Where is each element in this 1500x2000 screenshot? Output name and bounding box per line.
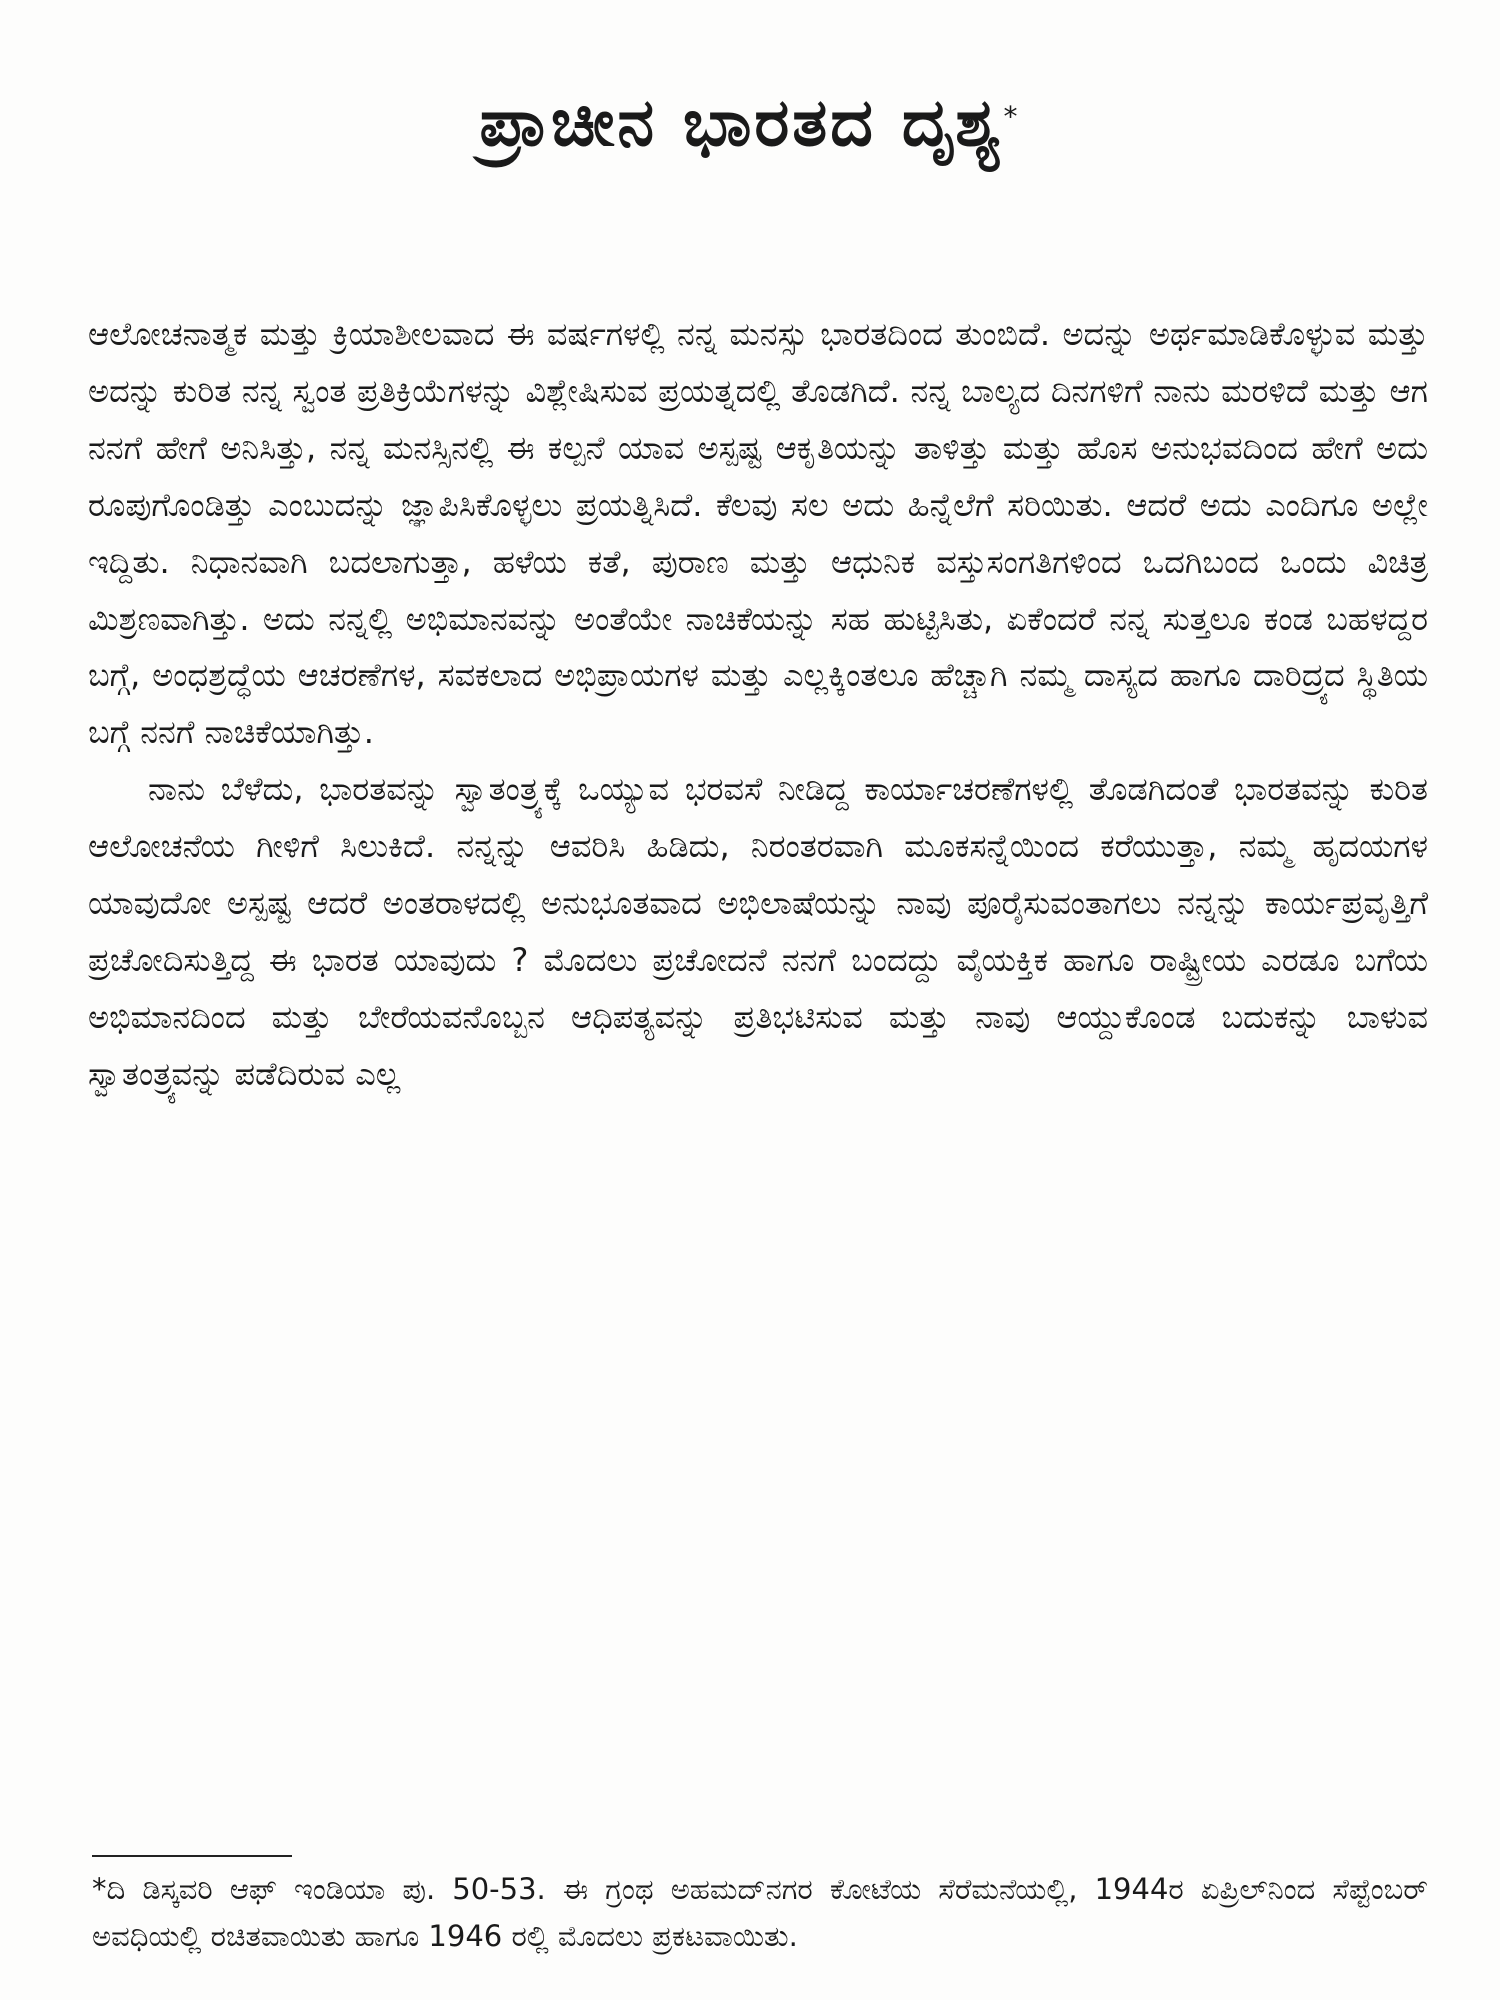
body-text bbox=[88, 306, 1428, 1103]
title-text: ಪ್ರಾಚೀನ ಭಾರತದ ದೃಶ್ಯ bbox=[479, 84, 1004, 161]
page-title bbox=[0, 78, 1500, 168]
footnote-marker: * bbox=[1003, 100, 1021, 133]
footnote: *ದಿ ಡಿಸ್ಕವರಿ ಆಫ್ ಇಂಡಿಯಾ ಪು. 50-53. ಈ ಗ್ರಂಥ ಅಹಮದ್‌ನಗರ ಕೋಟೆಯ ಸೆರೆಮನೆಯಲ್ಲಿ, 1944ರ ಏಪ್ರಿಲ್‌ನಿಂದ ಸೆಪ್ಟೆಂಬರ್ ಅವಧಿಯಲ್ಲಿ ರಚಿತವಾಯಿತು ಹಾಗೂ 1946 ರಲ್ಲಿ ಮೊದಲು ಪ್ರಕಟವಾಯಿತು. bbox=[92, 1872, 1428, 1953]
footnote-divider bbox=[92, 1855, 292, 1857]
paragraph-2: ನಾನು ಬೆಳೆದು, ಭಾರತವನ್ನು ಸ್ವಾತಂತ್ರ್ಯಕ್ಕೆ ಒಯ್ಯುವ ಭರವಸೆ ನೀಡಿದ್ದ ಕಾರ್ಯಾಚರಣೆಗಳಲ್ಲಿ ತೊಡಗಿದಂತೆ ಭಾರತವನ್ನು ಕುರಿತ ಆಲೋಚನೆಯ ಗೀಳಿಗೆ ಸಿಲುಕಿದೆ. ನನ್ನನ್ನು ಆವರಿಸಿ ಹಿಡಿದು, ನಿರಂತರವಾಗಿ ಮೂಕಸನ್ನೆಯಿಂದ ಕರೆಯುತ್ತಾ, ನಮ್ಮ ಹೃದಯಗಳ ಯಾವುದೋ ಅಸ್ಪಷ್ಟ ಆದರೆ ಅಂತರಾಳದಲ್ಲಿ ಅನುಭೂತವಾದ ಅಭಿಲಾಷೆಯನ್ನು ನಾವು ಪೂರೈಸುವಂತಾಗಲು ನನ್ನನ್ನು ಕಾರ್ಯಪ್ರವೃತ್ತಿಗೆ ಪ್ರಚೋದಿಸುತ್ತಿದ್ದ ಈ ಭಾರತ ಯಾವುದು ? ಮೊದಲು ಪ್ರಚೋದನೆ ನನಗೆ ಬಂದದ್ದು ವೈಯಕ್ತಿಕ ಹಾಗೂ ರಾಷ್ಟ್ರೀಯ ಎರಡೂ ಬಗೆಯ ಅಭಿಮಾನದಿಂದ ಮತ್ತು ಬೇರೆಯವನೊಬ್ಬನ ಆಧಿಪತ್ಯವನ್ನು ಪ್ರತಿಭಟಿಸುವ ಮತ್ತು ನಾವು ಆಯ್ದುಕೊಂಡ ಬದುಕನ್ನು ಬಾಳುವ ಸ್ವಾತಂತ್ರ್ಯವನ್ನು ಪಡೆದಿರುವ ಎಲ್ಲ bbox=[88, 770, 1428, 1093]
paragraph-1: ಆಲೋಚನಾತ್ಮಕ ಮತ್ತು ಕ್ರಿಯಾಶೀಲವಾದ ಈ ವರ್ಷಗಳಲ್ಲಿ ನನ್ನ ಮನಸ್ಸು ಭಾರತದಿಂದ ತುಂಬಿದೆ. ಅದನ್ನು ಅರ್ಥಮಾಡಿಕೊಳ್ಳುವ ಮತ್ತು ಅದನ್ನು ಕುರಿತ ನನ್ನ ಸ್ವಂತ ಪ್ರತಿಕ್ರಿಯೆಗಳನ್ನು ವಿಶ್ಲೇಷಿಸುವ ಪ್ರಯತ್ನದಲ್ಲಿ ತೊಡಗಿದೆ. ನನ್ನ ಬಾಲ್ಯದ ದಿನಗಳಿಗೆ ನಾನು ಮರಳಿದೆ ಮತ್ತು ಆಗ ನನಗೆ ಹೇಗೆ ಅನಿಸಿತ್ತು, ನನ್ನ ಮನಸ್ಸಿನಲ್ಲಿ ಈ ಕಲ್ಪನೆ ಯಾವ ಅಸ್ಪಷ್ಟ ಆಕೃತಿಯನ್ನು ತಾಳಿತ್ತು ಮತ್ತು ಹೊಸ ಅನುಭವದಿಂದ ಹೇಗೆ ಅದು ರೂಪುಗೊಂಡಿತ್ತು ಎಂಬುದನ್ನು ಜ್ಞಾಪಿಸಿಕೊಳ್ಳಲು ಪ್ರಯತ್ನಿಸಿದೆ. ಕೆಲವು ಸಲ ಅದು ಹಿನ್ನೆಲೆಗೆ ಸರಿಯಿತು. ಆದರೆ ಅದು ಎಂದಿಗೂ ಅಲ್ಲೇ ಇದ್ದಿತು. ನಿಧಾನವಾಗಿ ಬದಲಾಗುತ್ತಾ, ಹಳೆಯ ಕತೆ, ಪುರಾಣ ಮತ್ತು ಆಧುನಿಕ ವಸ್ತುಸಂಗತಿಗಳಿಂದ ಒದಗಿಬಂದ ಒಂದು ವಿಚಿತ್ರ ಮಿಶ್ರಣವಾಗಿತ್ತು. ಅದು ನನ್ನಲ್ಲಿ ಅಭಿಮಾನವನ್ನು ಅಂತೆಯೇ ನಾಚಿಕೆಯನ್ನು ಸಹ ಹುಟ್ಟಿಸಿತು, ಏಕೆಂದರೆ ನನ್ನ ಸುತ್ತಲೂ ಕಂಡ ಬಹಳದ್ದರ ಬಗ್ಗೆ, ಅಂಧಶ್ರದ್ಧೆಯ ಆಚರಣೆಗಳ, ಸವಕಲಾದ ಅಭಿಪ್ರಾಯಗಳ ಮತ್ತು ಎಲ್ಲಕ್ಕಿಂತಲೂ ಹೆಚ್ಚಾಗಿ ನಮ್ಮ ದಾಸ್ಯದ ಹಾಗೂ ದಾರಿದ್ರ್ಯದ ಸ್ಥಿತಿಯ ಬಗ್ಗೆ ನನಗೆ ನಾಚಿಕೆಯಾಗಿತ್ತು. bbox=[88, 315, 1428, 752]
